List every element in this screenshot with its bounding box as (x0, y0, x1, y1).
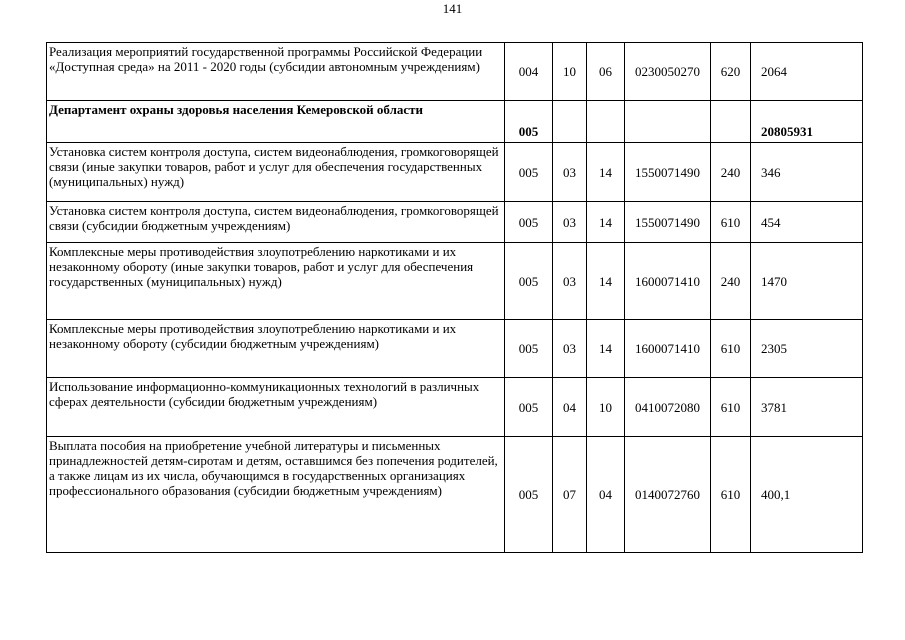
subsection-code: 14 (587, 202, 625, 243)
amount: 346 (751, 143, 863, 202)
amount: 1470 (751, 243, 863, 320)
amount: 2305 (751, 320, 863, 378)
row-description: Комплексные меры противодействия злоупотреблению наркотиками и их незаконному обороту (иные закупки товаров, работ и услуг для обеспечения государственных (муниципальных) нужд) (47, 243, 505, 320)
expense-type-code: 610 (711, 320, 751, 378)
section-code: 03 (553, 143, 587, 202)
row-description: Выплата пособия на приобретение учебной литературы и письменных принадлежностей детям-сиротам и детям, оставшимся без попечения родителей, а также лицам из их числа, обучающимся в государственных организациях профессионального образования (субсидии бюджетным учреждениям) (47, 437, 505, 553)
target-article-code: 0140072760 (625, 437, 711, 553)
target-article-code: 1550071490 (625, 143, 711, 202)
subsection-code: 06 (587, 43, 625, 101)
table-row (47, 202, 863, 243)
target-article-code (625, 101, 711, 143)
amount: 2064 (751, 43, 863, 101)
row-description: Установка систем контроля доступа, систем видеонаблюдения, громкоговорящей связи (субсидии бюджетным учреждениям) (47, 202, 505, 243)
target-article-code: 1550071490 (625, 202, 711, 243)
subsection-code: 14 (587, 243, 625, 320)
expense-type-code: 240 (711, 243, 751, 320)
table-row (47, 320, 863, 378)
amount: 400,1 (751, 437, 863, 553)
ministry-code: 005 (505, 437, 553, 553)
ministry-code: 005 (505, 378, 553, 437)
row-description: Использование информационно-коммуникационных технологий в различных сферах деятельности (субсидии бюджетным учреждениям) (47, 378, 505, 437)
target-article-code: 0230050270 (625, 43, 711, 101)
amount: 20805931 (751, 101, 863, 143)
amount: 3781 (751, 378, 863, 437)
row-description: Реализация мероприятий государственной программы Российской Федерации «Доступная среда» на 2011 - 2020 годы (субсидии автономным учреждениям) (47, 43, 505, 101)
table-row (47, 378, 863, 437)
section-code: 03 (553, 320, 587, 378)
table-row (47, 437, 863, 553)
subsection-code: 14 (587, 320, 625, 378)
amount: 454 (751, 202, 863, 243)
table-row (47, 43, 863, 101)
ministry-code: 005 (505, 202, 553, 243)
target-article-code: 1600071410 (625, 320, 711, 378)
page-number: 141 (442, 1, 463, 16)
expense-type-code: 620 (711, 43, 751, 101)
ministry-code: 005 (505, 243, 553, 320)
subsection-code (587, 101, 625, 143)
section-code: 04 (553, 378, 587, 437)
subsection-code: 04 (587, 437, 625, 553)
section-code: 03 (553, 243, 587, 320)
table-row (47, 243, 863, 320)
budget-table (46, 42, 863, 553)
ministry-code: 005 (505, 320, 553, 378)
row-description: Установка систем контроля доступа, систем видеонаблюдения, громкоговорящей связи (иные закупки товаров, работ и услуг для обеспечения государственных (муниципальных) нужд) (47, 143, 505, 202)
expense-type-code: 240 (711, 143, 751, 202)
ministry-code: 005 (505, 143, 553, 202)
expense-type-code: 610 (711, 378, 751, 437)
section-code: 10 (553, 43, 587, 101)
target-article-code: 0410072080 (625, 378, 711, 437)
expense-type-code: 610 (711, 202, 751, 243)
target-article-code: 1600071410 (625, 243, 711, 320)
table-row (47, 143, 863, 202)
section-code (553, 101, 587, 143)
row-description: Департамент охраны здоровья населения Кемеровской области (47, 101, 505, 143)
expense-type-code (711, 101, 751, 143)
section-code: 07 (553, 437, 587, 553)
subsection-code: 14 (587, 143, 625, 202)
subsection-code: 10 (587, 378, 625, 437)
row-description: Комплексные меры противодействия злоупотреблению наркотиками и их незаконному обороту (субсидии бюджетным учреждениям) (47, 320, 505, 378)
ministry-code: 004 (505, 43, 553, 101)
ministry-code: 005 (505, 101, 553, 143)
expense-type-code: 610 (711, 437, 751, 553)
section-code: 03 (553, 202, 587, 243)
table-row (47, 101, 863, 143)
